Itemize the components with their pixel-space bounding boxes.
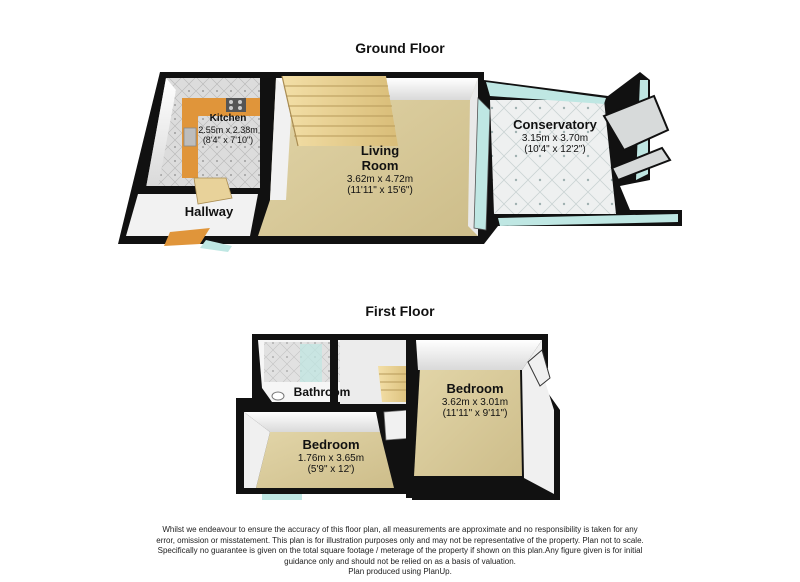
kitchen-label [188, 113, 268, 145]
bedroom-large-name: Bedroom [446, 381, 504, 396]
bedroom-small-label [286, 438, 376, 476]
shower-screen [300, 344, 322, 382]
living-room-name-1: Living [360, 143, 400, 158]
landing-divider [406, 340, 414, 498]
bedroom-large-back-wall [416, 340, 542, 370]
disclaimer-line: error, omission or misstatement. This plan is for illustration purposes only and may not be representative of the property. Plan not to scale. [156, 535, 644, 545]
bedroom-small-metric: 1.76m x 3.65m [297, 452, 365, 464]
kitchen-imperial: (8'4" x 7'10") [202, 134, 254, 145]
disclaimer-text [140, 525, 660, 578]
bedroom-small-window [262, 494, 302, 500]
bedroom-large-imperial: (11'11" x 9'11") [442, 408, 508, 420]
conservatory-metric: 3.15m x 3.70m [521, 132, 589, 144]
bedroom-large-label [420, 382, 530, 420]
staircase [282, 76, 398, 146]
living-room-label [320, 144, 440, 197]
first-floor-title: First Floor [365, 303, 435, 319]
hallway-name: Hallway [184, 204, 234, 219]
conservatory-name: Conservatory [513, 117, 597, 132]
bathroom-label [282, 386, 362, 400]
conservatory-imperial: (10'4" x 12'2") [524, 144, 586, 156]
ground-floor-title: Ground Floor [355, 40, 445, 56]
disclaimer-line: Whilst we endeavour to ensure the accuracy of this floor plan, all measurements are approximate and no responsibility is taken for any [162, 525, 638, 534]
disclaimer-line: Specifically no guarantee is given on the total square footage / meterage of the property if shown on this plan.Any figure given is for initial [157, 546, 643, 555]
living-room-metric: 3.62m x 4.72m [346, 173, 414, 185]
kitchen-name: Kitchen [209, 113, 247, 124]
bedroom-small-imperial: (5'9" x 12') [307, 464, 355, 476]
hallway-label [172, 205, 246, 220]
bedroom-large-metric: 3.62m x 3.01m [441, 396, 509, 408]
hob-icon [226, 98, 246, 112]
conservatory-label [500, 118, 610, 156]
living-room-imperial: (11'11" x 15'6") [347, 185, 413, 197]
kitchen-metric: 2.55m x 2.38m [198, 124, 258, 135]
disclaimer-line: guidance only and should not be relied on as a basis of valuation. [284, 556, 516, 566]
disclaimer-line: Plan produced using PlanUp. [348, 567, 452, 576]
bedroom-small-name: Bedroom [302, 437, 360, 452]
bathroom-name: Bathroom [293, 385, 351, 399]
living-room-name-2: Room [361, 157, 399, 173]
